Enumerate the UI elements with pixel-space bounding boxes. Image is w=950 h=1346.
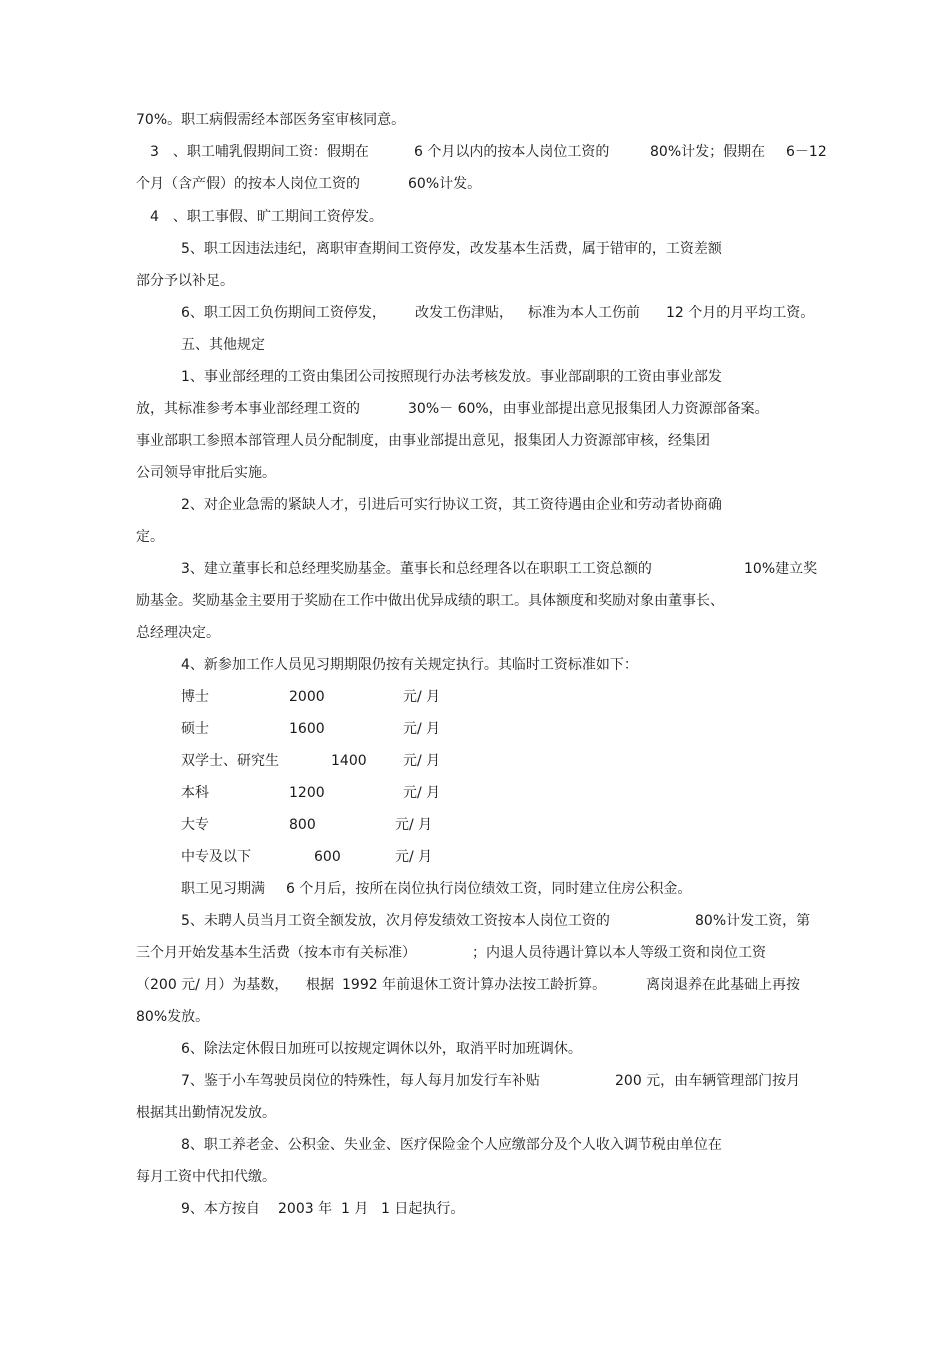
wage-level: 硕士 [181,721,209,737]
wage-row [181,783,461,803]
wage-level: 大专 [181,817,209,833]
text-line [181,911,831,931]
wage-row [181,687,461,707]
wage-row [181,847,461,867]
text-segment: 12 个月的月平均工资。 [666,305,815,321]
text-segment: 3 、职工哺乳假期间工资：假期在 [150,144,369,160]
text-segment: 职工见习期满 [181,881,265,897]
text-segment: 改发工伤津贴， [415,305,513,321]
text-line [181,879,831,899]
wage-row [181,751,461,771]
wage-level: 中专及以下 [181,849,251,865]
text-line [181,1199,581,1219]
text-line: 80%发放。 [136,1009,210,1025]
text-segment: 1 月 [341,1201,369,1217]
wage-amount: 1400 [331,753,367,769]
text-segment: 10%建立奖 [744,561,818,577]
text-segment: 200 元，由车辆管理部门按月 [615,1073,801,1089]
wage-level: 双学士、研究生 [181,753,279,769]
text-segment: 1 日起执行。 [381,1201,465,1217]
text-segment: 放，其标准参考本事业部经理工资的 [136,401,360,417]
text-line: 每月工资中代扣代缴。 [136,1169,276,1185]
text-line [150,142,850,162]
wage-unit: 元/ 月 [403,785,441,801]
wage-amount: 600 [314,849,341,865]
wage-unit: 元/ 月 [395,817,433,833]
section-heading: 五、其他规定 [181,337,265,353]
text-line: 6、除法定休假日加班可以按规定调休以外，取消平时加班调休。 [181,1041,582,1057]
text-segment: ；内退人员待遇计算以本人等级工资和岗位工资 [472,945,766,961]
text-line [181,559,831,579]
text-segment: 7、鉴于小车驾驶员岗位的特殊性，每人每月加发行车补贴 [181,1073,540,1089]
text-line [136,174,836,194]
text-segment: 60%计发。 [408,176,482,192]
text-segment: 3、建立董事长和总经理奖励基金。董事长和总经理各以在职职工工资总额的 [181,561,652,577]
text-segment: 6 个月后，按所在岗位执行岗位绩效工资，同时建立住房公积金。 [286,881,692,897]
text-segment: 标准为本人工伤前 [528,305,640,321]
text-segment: 6－12 [786,144,827,160]
text-line: 2、对企业急需的紧缺人才，引进后可实行协议工资，其工资待遇由企业和劳动者协商确 [181,497,722,513]
text-segment: 个月（含产假）的按本人岗位工资的 [136,176,360,192]
text-segment: 1992 年前退休工资计算办法按工龄折算。 [342,977,607,993]
text-line: 根据其出勤情况发放。 [136,1105,276,1121]
text-segment: 80%计发；假期在 [650,144,766,160]
wage-unit: 元/ 月 [403,721,441,737]
text-line: 事业部职工参照本部管理人员分配制度，由事业部提出意见，报集团人力资源部审核，经集团 [136,433,710,449]
text-line: 1、事业部经理的工资由集团公司按照现行办法考核发放。事业部副职的工资由事业部发 [181,369,722,385]
wage-level: 本科 [181,785,209,801]
text-segment: （200 元/ 月）为基数， [136,977,289,993]
wage-amount: 2000 [289,689,325,705]
text-segment: 5、未聘人员当月工资全额发放，次月停发绩效工资按本人岗位工资的 [181,913,610,929]
text-line: 4 、职工事假、旷工期间工资停发。 [150,209,383,225]
text-segment: 三个月开始发基本生活费（按本市有关标准） [136,945,416,961]
text-line [181,1071,831,1091]
text-line: 公司领导审批后实施。 [136,465,276,481]
wage-row [181,719,461,739]
wage-amount: 1600 [289,721,325,737]
wage-level: 博士 [181,689,209,705]
text-line [181,303,841,323]
wage-unit: 元/ 月 [403,753,441,769]
text-line: 5、职工因违法违纪，离职审查期间工资停发，改发基本生活费，属于错审的，工资差额 [181,241,722,257]
text-line [136,399,836,419]
text-line: 8、职工养老金、公积金、失业金、医疗保险金个人应缴部分及个人收入调节税由单位在 [181,1137,722,1153]
wage-row [181,815,461,835]
wage-unit: 元/ 月 [403,689,441,705]
text-segment: 80%计发工资，第 [695,913,811,929]
text-segment: 根据 [306,977,334,993]
text-segment: 2003 年 [278,1201,333,1217]
wage-unit: 元/ 月 [395,849,433,865]
text-line: 部分予以补足。 [136,273,234,289]
text-line: 励基金。奖励基金主要用于奖励在工作中做出优异成绩的职工。具体额度和奖励对象由董事长、 [136,593,724,609]
text-segment: 6 个月以内的按本人岗位工资的 [414,144,610,160]
text-line [136,975,836,995]
text-line: 总经理决定。 [136,625,220,641]
text-line: 定。 [136,529,164,545]
wage-amount: 800 [289,817,316,833]
text-segment: 6、职工因工负伤期间工资停发， [181,305,386,321]
text-segment: 30%－ 60%，由事业部提出意见报集团人力资源部备案。 [408,401,769,417]
text-segment: 离岗退养在此基础上再按 [646,977,800,993]
wage-amount: 1200 [289,785,325,801]
text-segment: 9、本方按自 [181,1201,260,1217]
text-line: 70%。职工病假需经本部医务室审核同意。 [136,112,406,128]
text-line [136,943,836,963]
text-line: 4、新参加工作人员见习期期限仍按有关规定执行。其临时工资标准如下： [181,657,638,673]
